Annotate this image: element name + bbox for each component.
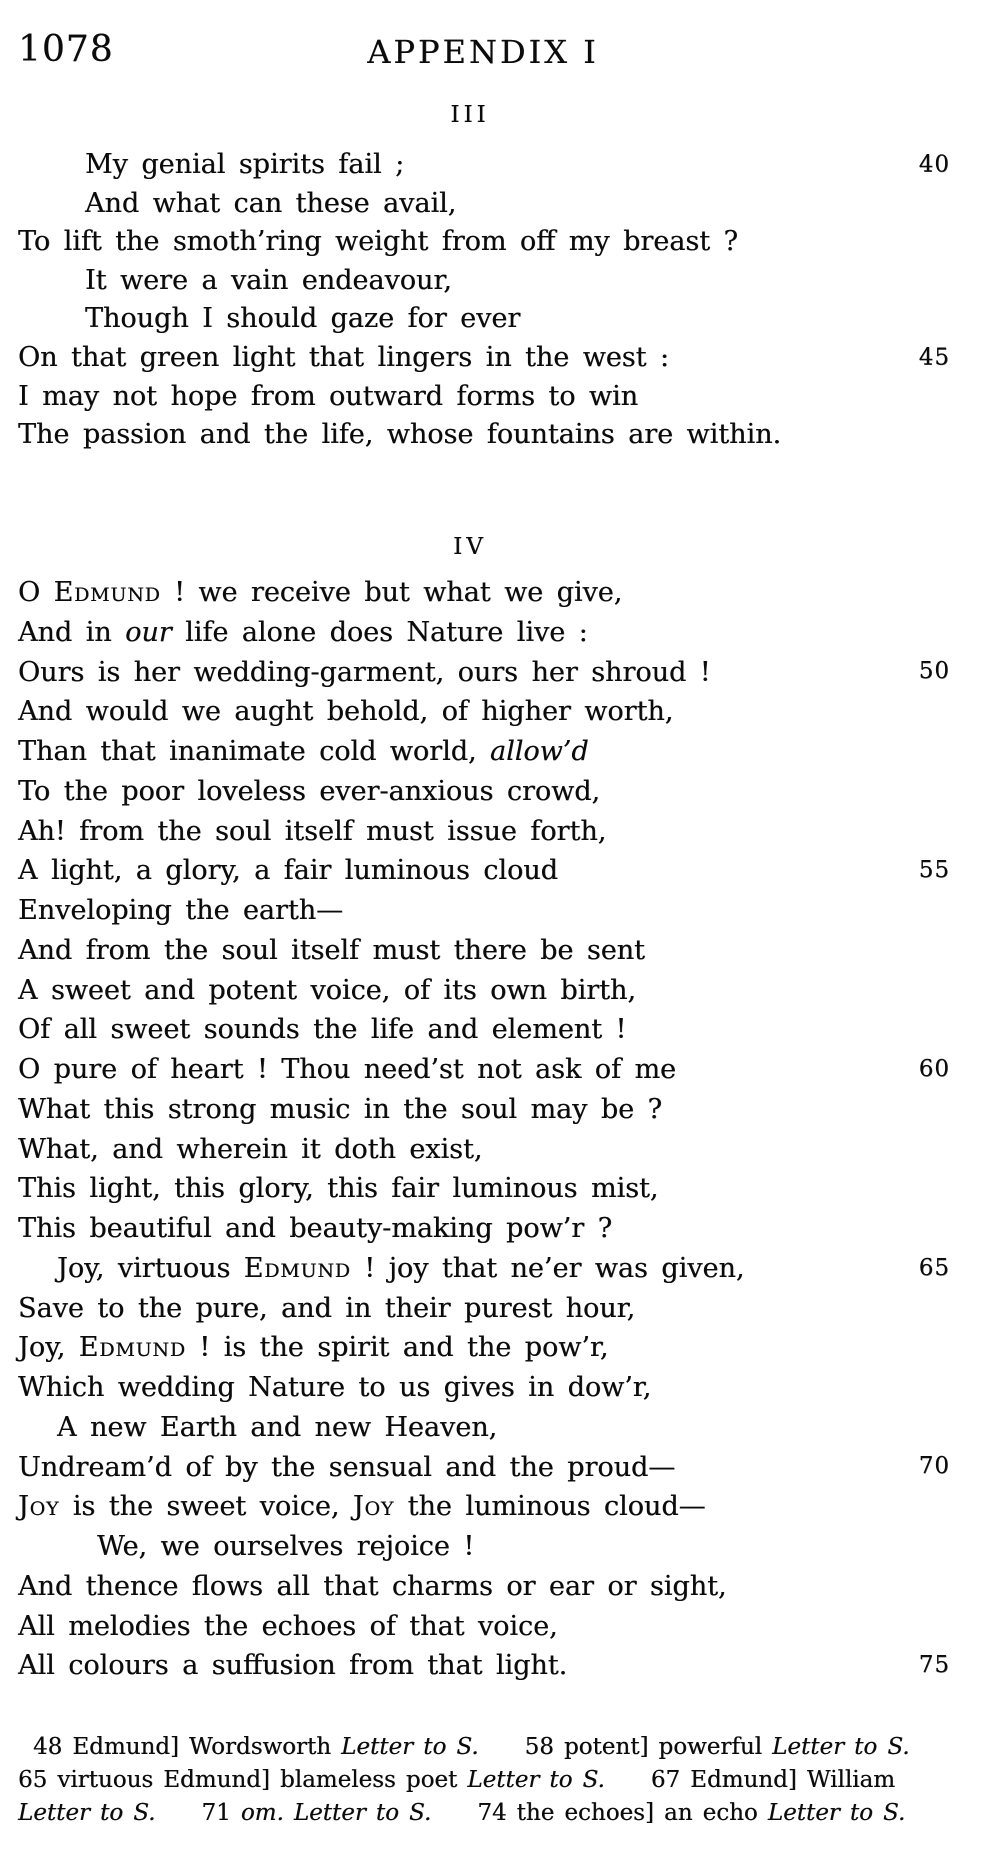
text-segment: om. Letter to S.: [240, 1800, 432, 1826]
poem-line: [18, 1408, 970, 1448]
text-segment: Letter to S.: [467, 1767, 605, 1793]
poem-line: [18, 1169, 970, 1209]
text-segment: We, we ourselves rejoice !: [97, 1531, 475, 1562]
poem-line: [18, 1328, 970, 1368]
text-segment: The passion and the life, whose fountains are within.: [18, 419, 782, 451]
poem-line: [18, 851, 970, 891]
text-segment: Save to the pure, and in their purest hour,: [18, 1292, 636, 1324]
line-number: 75: [918, 1652, 950, 1679]
text-segment: life alone does Nature live :: [171, 616, 588, 648]
poem-line: [18, 1090, 970, 1130]
text-segment: 58 potent] powerful: [524, 1734, 773, 1760]
text-segment: I may not hope from outward forms to win: [18, 380, 639, 412]
poem-line-text: [18, 1650, 567, 1681]
text-segment: Letter to S.: [767, 1800, 906, 1826]
text-segment: And in: [18, 616, 126, 648]
line-number: 45: [918, 344, 950, 371]
footnote-line: [18, 1797, 990, 1830]
poem-line: [18, 573, 970, 613]
poem-line: [18, 1527, 970, 1567]
poem-line-text: [18, 1014, 626, 1045]
text-segment: is the sweet voice,: [59, 1491, 353, 1523]
poem-line-text: [18, 1094, 662, 1125]
text-segment: Edmund: [78, 1332, 186, 1364]
poem-line: [18, 1209, 970, 1249]
poem-line-text: [18, 419, 781, 450]
poem-line: [18, 1368, 970, 1408]
text-segment: Edmund: [243, 1252, 351, 1284]
poem-line-text: [85, 149, 404, 180]
poem-line: [18, 185, 970, 224]
text-segment: And would we aught behold, of higher worth,: [18, 696, 674, 728]
poem-line: [18, 971, 970, 1011]
poem-line-text: [57, 1412, 497, 1443]
poem-line: [18, 891, 970, 931]
poem-line-text: [18, 1173, 658, 1204]
poem-line-text: [85, 188, 456, 219]
text-segment: Of all sweet sounds the life and element !: [18, 1014, 627, 1046]
page-number: 1078: [18, 29, 114, 70]
text-segment: Joy,: [18, 1332, 79, 1364]
poem-line-text: [18, 226, 738, 257]
poem-line: [18, 339, 970, 378]
text-segment: Enveloping the earth—: [18, 895, 344, 926]
text-segment: Joy: [18, 1491, 60, 1523]
text-segment: On that green light that lingers in the west :: [18, 341, 670, 373]
poem-line-text: [18, 1213, 612, 1244]
line-number: 40: [918, 152, 950, 178]
text-segment: 65 virtuous Edmund] blameless poet: [18, 1767, 468, 1793]
text-segment: Though I should gaze for ever: [85, 303, 521, 335]
text-segment: O pure of heart ! Thou need’st not ask of me: [18, 1054, 677, 1085]
text-segment: What this strong music in the soul may be ?: [18, 1093, 663, 1125]
text-segment: 48 Edmund] Wordsworth: [33, 1734, 342, 1760]
text-segment: ! joy that ne’er was given,: [350, 1252, 745, 1284]
poem-line-text: [18, 1134, 482, 1165]
poem-line: [18, 262, 970, 301]
text-segment: allow’d: [490, 736, 589, 767]
poem-line: [18, 1050, 970, 1090]
text-segment: O: [18, 577, 54, 608]
poem-line: [18, 300, 970, 339]
poem-line: [18, 931, 970, 971]
text-segment: It were a vain endeavour,: [85, 264, 452, 296]
poem-line-text: [18, 1491, 706, 1522]
poem-line: [18, 223, 970, 262]
poem-line-text: [18, 776, 600, 807]
poem-line-text: [18, 381, 638, 412]
text-segment: Letter to S.: [18, 1800, 156, 1826]
text-segment: 67 Edmund] William: [650, 1767, 896, 1793]
line-number: 70: [918, 1453, 950, 1480]
text-segment: Edmund: [53, 577, 161, 608]
text-segment: All colours a suffusion from that light.: [18, 1650, 568, 1682]
text-segment: Ah! from the soul itself must issue forth,: [18, 815, 607, 847]
poem-line: [18, 378, 970, 417]
text-segment: Undream’d of by the sensual and the proud—: [18, 1451, 676, 1483]
poem-line-text: [18, 935, 645, 966]
poem-line: [18, 1567, 970, 1607]
text-segment: ! is the spirit and the pow’r,: [185, 1332, 609, 1364]
poem-line-text: [18, 342, 669, 373]
poem-line-text: [18, 617, 588, 648]
text-segment: Joy: [352, 1491, 395, 1523]
poem-line: [18, 613, 970, 653]
poem-line-text: [57, 1253, 744, 1284]
poem-line-text: [97, 1531, 474, 1562]
text-segment: Than that inanimate cold world,: [18, 736, 491, 767]
text-segment: 71: [201, 1800, 241, 1826]
text-segment: All melodies the echoes of that voice,: [18, 1610, 558, 1642]
poem-line-text: [18, 1054, 676, 1085]
footnotes-block: [18, 1731, 990, 1830]
poem-line: [18, 1607, 970, 1647]
poem-line-text: [85, 303, 520, 334]
text-segment: This beautiful and beauty-making pow’r ?: [18, 1213, 613, 1244]
line-number: 50: [918, 658, 950, 685]
stanza-heading: IV: [453, 534, 487, 560]
text-segment: What, and wherein it doth exist,: [18, 1133, 483, 1165]
text-segment: This light, this glory, this fair luminous mist,: [18, 1173, 659, 1205]
poem-line-text: [18, 577, 622, 608]
poem-line-text: [18, 1372, 651, 1403]
stanza-heading: III: [450, 102, 490, 128]
poem-line-text: [18, 895, 343, 926]
poem-line: [18, 812, 970, 852]
line-number: 65: [918, 1254, 950, 1281]
running-title: APPENDIX I: [367, 33, 599, 71]
poem-line-text: [18, 1332, 608, 1363]
poem-line-text: [18, 736, 589, 767]
text-segment: Letter to S.: [772, 1734, 910, 1760]
line-number: 55: [918, 857, 950, 884]
poem-line: [18, 416, 970, 455]
text-segment: Ours is her wedding-garment, ours her shroud !: [18, 656, 711, 688]
footnote-line: [18, 1764, 990, 1797]
poem-line-text: [18, 1452, 675, 1483]
poem-line-text: [18, 855, 558, 886]
text-segment: ! we receive but what we give,: [160, 577, 623, 608]
poem-line: [18, 1646, 970, 1686]
text-segment: And from the soul itself must there be sent: [18, 934, 645, 966]
text-segment: To the poor loveless ever-anxious crowd,: [18, 775, 601, 807]
poem-line-text: [18, 1611, 558, 1642]
text-segment: And what can these avail,: [85, 187, 457, 219]
poem-line-text: [85, 265, 452, 296]
poem-line-text: [18, 696, 673, 727]
text-segment: A new Earth and new Heaven,: [57, 1411, 498, 1443]
poem-line: [18, 1010, 970, 1050]
footnote-line: [18, 1731, 990, 1764]
poem-line: [18, 692, 970, 732]
poem-line: [18, 1448, 970, 1488]
text-segment: Joy, virtuous: [57, 1252, 244, 1284]
text-segment: My genial spirits fail ;: [85, 149, 405, 180]
text-segment: To lift the smoth’ring weight from off my breast ?: [18, 226, 738, 258]
text-segment: Which wedding Nature to us gives in dow’r,: [18, 1372, 652, 1403]
text-segment: A sweet and potent voice, of its own birth,: [18, 974, 637, 1006]
poem-line: [18, 146, 970, 185]
line-number: 60: [918, 1056, 950, 1082]
stanza: [18, 146, 970, 455]
poem-line-text: [18, 657, 711, 688]
poem-line: [18, 772, 970, 812]
stanza: [18, 573, 970, 1686]
text-segment: And thence flows all that charms or ear or sight,: [18, 1570, 727, 1602]
poem-line: [18, 1249, 970, 1289]
poem-line: [18, 653, 970, 693]
poem-line-text: [18, 975, 636, 1006]
poem-line-text: [18, 1293, 635, 1324]
poem-line: [18, 732, 970, 772]
poem-line: [18, 1289, 970, 1329]
text-segment: A light, a glory, a fair luminous cloud: [18, 855, 558, 887]
text-segment: the luminous cloud—: [394, 1491, 706, 1523]
poem-line: [18, 1487, 970, 1527]
text-segment: Letter to S.: [341, 1734, 479, 1760]
text-segment: 74 the echoes] an echo: [477, 1800, 768, 1826]
text-segment: our: [125, 616, 172, 648]
poem-line-text: [18, 816, 606, 847]
poem-line: [18, 1130, 970, 1170]
poem-line-text: [18, 1571, 727, 1602]
